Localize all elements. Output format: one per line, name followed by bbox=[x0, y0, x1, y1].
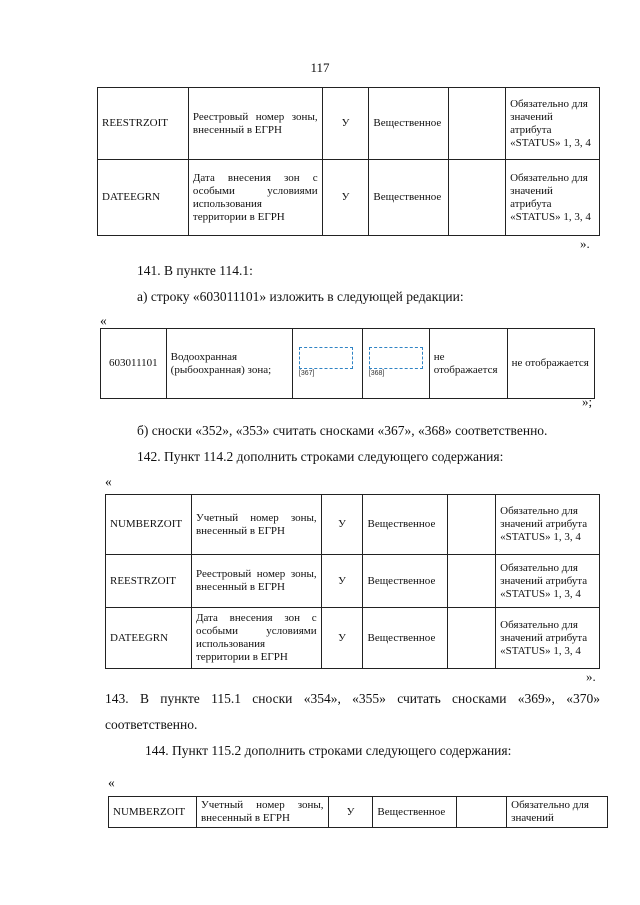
cell-desc: Водоохранная (рыбоохранная) зона; bbox=[166, 329, 292, 399]
table-row bbox=[106, 608, 600, 669]
cell-symbol-1 bbox=[292, 329, 362, 399]
cell-code: NUMBERZOIT bbox=[106, 495, 192, 555]
cell-flag: У bbox=[321, 555, 363, 608]
cell-flag: У bbox=[322, 160, 369, 236]
cell-desc: Учетный номер зоны, внесенный в ЕГРН bbox=[196, 797, 328, 828]
cell-flag: У bbox=[322, 88, 369, 160]
table-row bbox=[101, 329, 595, 399]
cell-desc: Учетный номер зоны, внесенный в ЕГРН bbox=[191, 495, 321, 555]
cell-empty bbox=[448, 555, 496, 608]
cell-code: DATEEGRN bbox=[98, 160, 189, 236]
cell-code: NUMBERZOIT bbox=[109, 797, 197, 828]
cell-empty bbox=[448, 495, 496, 555]
cell-empty bbox=[457, 797, 507, 828]
paragraph-141a: а) строку «603011101» изложить в следующей редакции: bbox=[137, 289, 464, 304]
cell-note: Обязательно для значений атрибута «STATUS» 1, 3, 4 bbox=[496, 608, 600, 669]
cell-type: Вещественное bbox=[373, 797, 457, 828]
cell-desc: Реестровый номер зоны, внесенный в ЕГРН bbox=[191, 555, 321, 608]
table-row bbox=[98, 160, 600, 236]
cell-type: Вещественное bbox=[363, 608, 448, 669]
table-last bbox=[108, 796, 608, 828]
cell-type: Вещественное bbox=[363, 495, 448, 555]
cell-display-2: не отображается bbox=[507, 329, 594, 399]
symbol-label: [368] bbox=[368, 369, 385, 377]
table-row bbox=[98, 88, 600, 160]
cell-type: Вещественное bbox=[369, 88, 449, 160]
cell-note: Обязательно для значений атрибута «STATUS» 1, 3, 4 bbox=[506, 88, 600, 160]
paragraph-143-line1: 143. В пункте 115.1 сноски «354», «355» считать сносками «369», «370» bbox=[105, 691, 600, 706]
cell-flag: У bbox=[321, 608, 363, 669]
symbol-label: [367] bbox=[298, 369, 315, 377]
cell-code: REESTRZOIT bbox=[106, 555, 192, 608]
zone-symbol-icon bbox=[367, 345, 425, 379]
opening-quote: « bbox=[108, 775, 115, 790]
cell-code: DATEEGRN bbox=[106, 608, 192, 669]
cell-desc: Дата внесения зон с особыми условиями использования территории в ЕГРН bbox=[191, 608, 321, 669]
cell-type: Вещественное bbox=[363, 555, 448, 608]
zone-symbol-icon bbox=[297, 345, 355, 379]
table-symbol-row bbox=[100, 328, 595, 399]
opening-quote: « bbox=[100, 313, 107, 328]
paragraph-141b: б) сноски «352», «353» считать сносками «367», «368» соответственно. bbox=[137, 423, 548, 438]
cell-note: Обязательно для значений атрибута «STATUS» 1, 3, 4 bbox=[496, 555, 600, 608]
cell-note: Обязательно для значений атрибута «STATUS» 1, 3, 4 bbox=[496, 495, 600, 555]
cell-desc: Реестровый номер зоны, внесенный в ЕГРН bbox=[188, 88, 322, 160]
table-row bbox=[109, 797, 608, 828]
closing-quote: ». bbox=[580, 236, 590, 251]
cell-note: Обязательно для значений атрибута «STATUS» 1, 3, 4 bbox=[506, 160, 600, 236]
table-top bbox=[97, 87, 600, 236]
cell-symbol-2 bbox=[362, 329, 429, 399]
cell-flag: У bbox=[321, 495, 363, 555]
cell-code: REESTRZOIT bbox=[98, 88, 189, 160]
table-bottom bbox=[105, 494, 600, 669]
cell-empty bbox=[449, 88, 506, 160]
cell-type: Вещественное bbox=[369, 160, 449, 236]
paragraph-144: 144. Пункт 115.2 дополнить строками следующего содержания: bbox=[145, 743, 512, 758]
cell-desc: Дата внесения зон с особыми условиями использования территории в ЕГРН bbox=[188, 160, 322, 236]
page-number: 117 bbox=[310, 60, 330, 75]
cell-code: 603011101 bbox=[101, 329, 167, 399]
opening-quote: « bbox=[105, 474, 112, 489]
closing-quote: ». bbox=[586, 669, 596, 684]
cell-note: Обязательно для значений bbox=[507, 797, 608, 828]
table-row bbox=[106, 555, 600, 608]
cell-empty bbox=[448, 608, 496, 669]
paragraph-141: 141. В пункте 114.1: bbox=[137, 263, 253, 278]
table-row bbox=[106, 495, 600, 555]
cell-display-1: не отображается bbox=[429, 329, 507, 399]
paragraph-143-line2: соответственно. bbox=[105, 717, 198, 732]
closing-quote: »; bbox=[582, 394, 593, 409]
cell-flag: У bbox=[328, 797, 373, 828]
paragraph-142: 142. Пункт 114.2 дополнить строками следующего содержания: bbox=[137, 449, 504, 464]
cell-empty bbox=[449, 160, 506, 236]
